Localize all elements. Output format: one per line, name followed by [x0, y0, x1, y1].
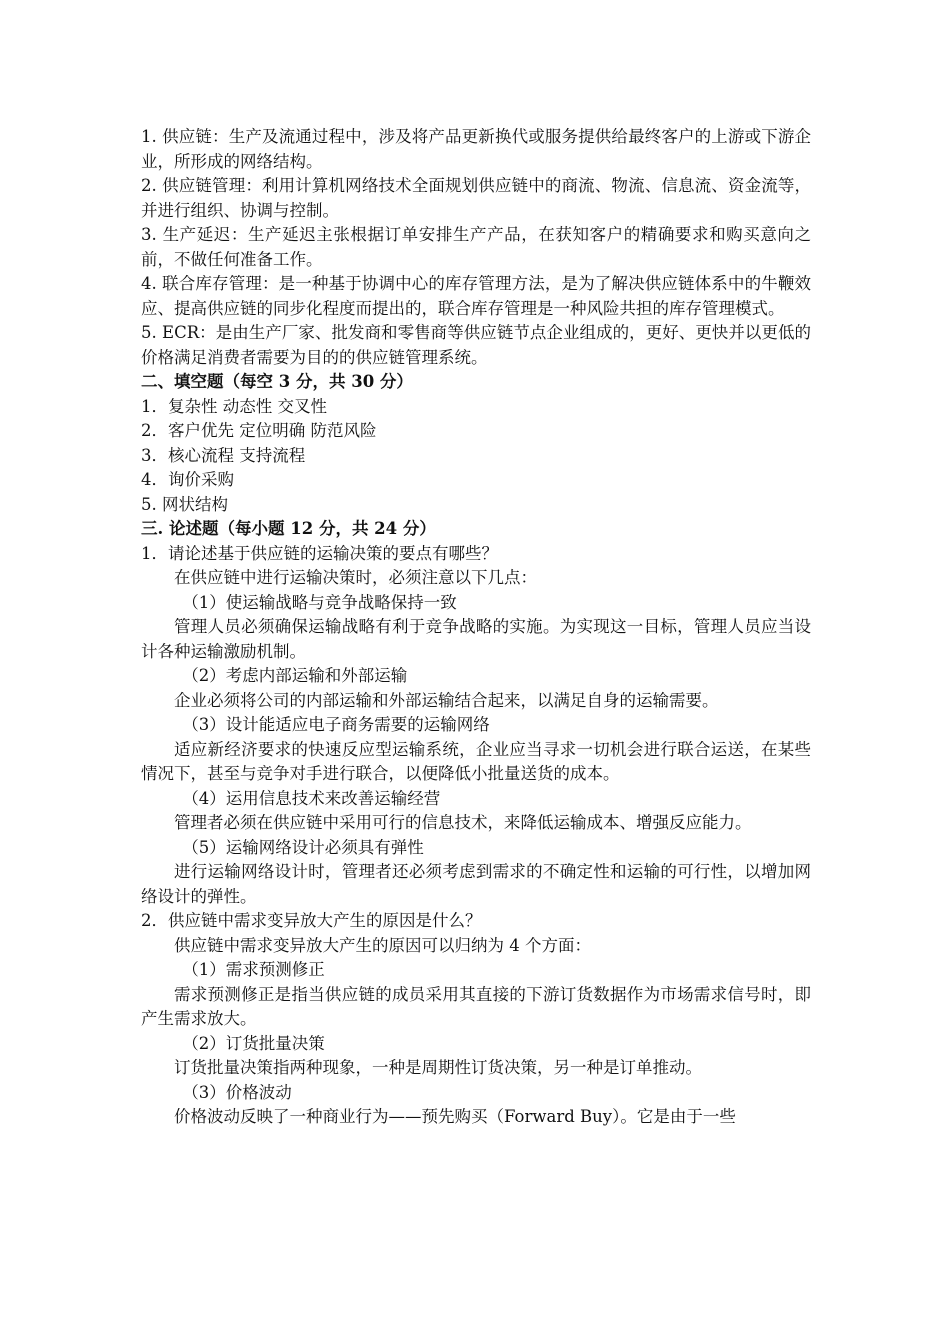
essay-question-2: 2．供应链中需求变异放大产生的原因是什么？: [141, 911, 482, 930]
document-page: [141, 125, 811, 1130]
definition-1: 1. 供应链：生产及流通过程中，涉及将产品更新换代或服务提供给最终客户的上游或下游企业，所形成的网络结构。: [141, 127, 811, 171]
fill-in-answer-4: 4．询价采购: [141, 470, 234, 489]
essay-2-point-2-body: 订货批量决策指两种现象，一种是周期性订货决策，另一种是订单推动。: [174, 1058, 702, 1077]
essay-1-point-2-title: （2）考虑内部运输和外部运输: [182, 666, 408, 685]
essay-2-point-3-body: 价格波动反映了一种商业行为——预先购买（Forward Buy）。它是由于一些: [174, 1107, 736, 1126]
essay-1-point-3-title: （3）设计能适应电子商务需要的运输网络: [182, 715, 490, 734]
definition-5: 5. ECR：是由生产厂家、批发商和零售商等供应链节点企业组成的，更好、更快并以更低的价格满足消费者需要为目的的供应链管理系统。: [141, 323, 811, 367]
essay-1-point-4-body: 管理者必须在供应链中采用可行的信息技术，来降低运输成本、增强反应能力。: [174, 813, 752, 832]
essay-1-point-1-body: 管理人员必须确保运输战略有利于竞争战略的实施。为实现这一目标，管理人员应当设计各种运输激励机制。: [141, 617, 811, 661]
essay-2-intro: 供应链中需求变异放大产生的原因可以归纳为 4 个方面：: [174, 935, 591, 955]
essay-1-point-1-title: （1）使运输战略与竞争战略保持一致: [182, 592, 457, 612]
essay-1-intro: 在供应链中进行运输决策时，必须注意以下几点：: [174, 568, 537, 587]
section-heading-essay: 三. 论述题（每小题 12 分，共 24 分）: [141, 519, 436, 538]
essay-2-point-2-title: （2）订货批量决策: [182, 1033, 325, 1053]
essay-1-point-4-title: （4）运用信息技术来改善运输经营: [182, 788, 441, 808]
essay-1-point-5-body: 进行运输网络设计时，管理者还必须考虑到需求的不确定性和运输的可行性，以增加网络设计的弹性。: [141, 862, 811, 906]
fill-in-answer-2: 2．客户优先 定位明确 防范风险: [141, 421, 377, 440]
essay-question-1: 1．请论述基于供应链的运输决策的要点有哪些？: [141, 543, 498, 563]
essay-1-point-5-title: （5）运输网络设计必须具有弹性: [182, 837, 424, 857]
essay-2-point-1-body: 需求预测修正是指当供应链的成员采用其直接的下游订货数据作为市场需求信号时，即产生需求放大。: [141, 984, 811, 1028]
essay-2-point-3-title: （3）价格波动: [182, 1082, 292, 1102]
section-heading-fill-in: 二、填空题（每空 3 分，共 30 分）: [141, 372, 413, 391]
essay-1-point-3-body: 适应新经济要求的快速反应型运输系统，企业应当寻求一切机会进行联合运送，在某些情况下，甚至与竞争对手进行联合，以便降低小批量送货的成本。: [141, 739, 811, 783]
essay-2-point-1-title: （1）需求预测修正: [182, 960, 325, 979]
fill-in-answer-1: 1．复杂性 动态性 交叉性: [141, 396, 327, 416]
fill-in-answer-5: 5. 网状结构: [141, 494, 228, 514]
definition-4: 4. 联合库存管理：是一种基于协调中心的库存管理方法，是为了解决供应链体系中的牛鞭效应、提高供应链的同步化程度而提出的，联合库存管理是一种风险共担的库存管理模式。: [141, 274, 811, 318]
essay-1-point-2-body: 企业必须将公司的内部运输和外部运输结合起来，以满足自身的运输需要。: [174, 690, 719, 710]
definition-2: 2. 供应链管理：利用计算机网络技术全面规划供应链中的商流、物流、信息流、资金流等，并进行组织、协调与控制。: [141, 176, 811, 220]
fill-in-answer-3: 3．核心流程 支持流程: [141, 445, 306, 465]
definition-3: 3. 生产延迟：生产延迟主张根据订单安排生产产品，在获知客户的精确要求和购买意向之前，不做任何准备工作。: [141, 225, 811, 269]
